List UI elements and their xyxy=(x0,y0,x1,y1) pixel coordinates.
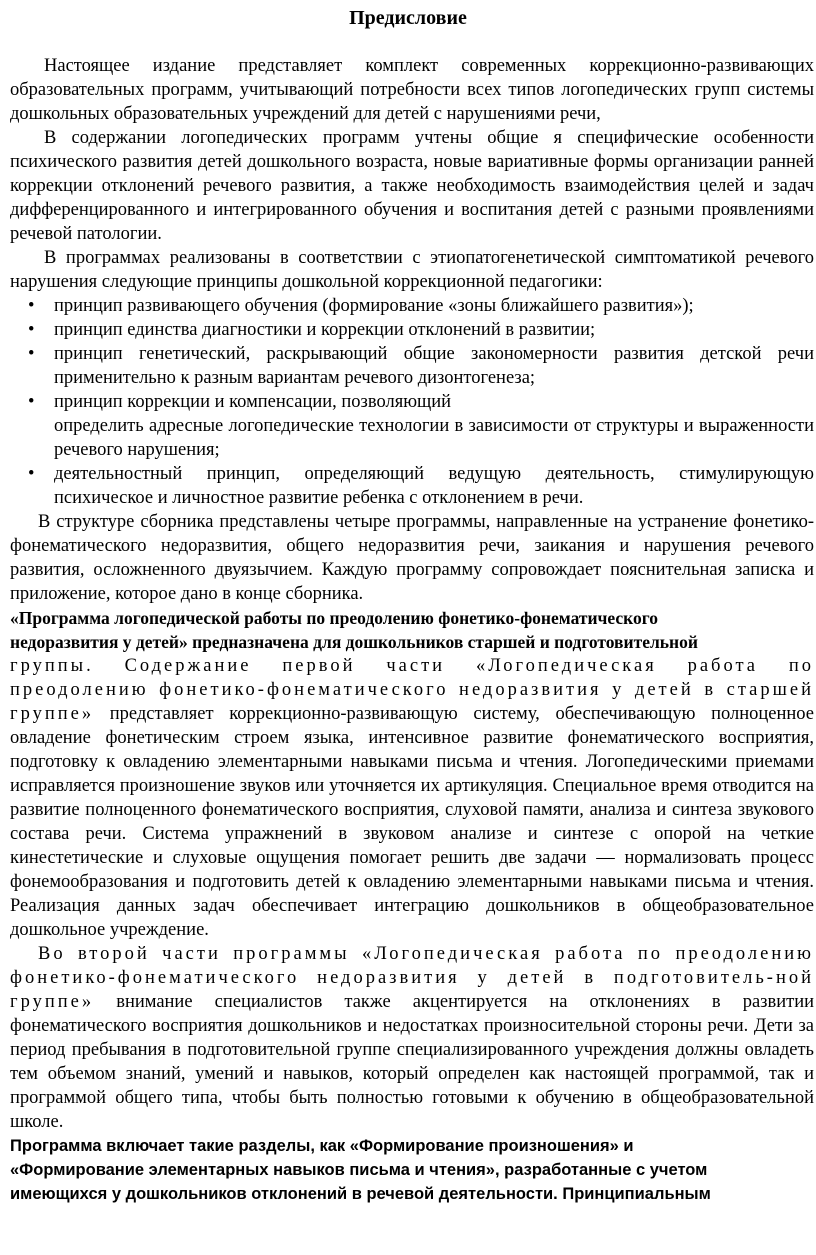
paragraph-program-description xyxy=(10,654,814,942)
paragraph-program-heading xyxy=(10,606,814,654)
paragraph-principles-intro: В программах реализованы в соответствии с этиопатогенетической симптоматикой речевого нарушения следующие принципы дошкольной коррекционной педагогики: xyxy=(10,248,814,292)
list-item-text: принцип развивающего обучения (формирование «зоны ближайшего развития»); xyxy=(54,296,694,316)
program-title-bold: «Программа логопедической работы по преодолению фонетико-фонематического недоразвития у детей» предназначена для дошкольников старшей и подготовительной xyxy=(10,608,698,652)
list-item-text: принцип единства диагностики и коррекции отклонений в развитии; xyxy=(54,320,596,340)
program-part-two-title: Во второй части программы «Логопедическая работа по преодолению фонетико-фонематического недоразвития у детей в подготовитель-ной группе» xyxy=(10,944,814,1012)
list-item xyxy=(10,342,814,390)
paragraph-content: В содержании логопедических программ учтены общие я специфические особенности психического развития детей дошкольного возраста, новые вариативные формы организации ранней коррекции отклонений речевого развития, а также необходимость взаимодействия целей и задач дифференцированного и интегрированного обучения и воспитания детей с разными проявлениями речевой патологии. xyxy=(10,128,814,244)
list-item xyxy=(10,462,814,510)
document-body xyxy=(10,54,814,1206)
list-item-text: деятельностный принцип, определяющий ведущую деятельность, стимулирующую психическое и личностное развитие ребенка с отклонением в речи. xyxy=(54,464,814,508)
bullet-icon: • xyxy=(28,320,35,340)
paragraph-sections: Программа включает такие разделы, как «Формирование произношения» и «Формирование элементарных навыков письма и чтения», разработанные с учетом имеющихся у дошкольников отклонений в речевой деятельности. Принципиальным xyxy=(10,1137,711,1203)
list-item xyxy=(10,390,814,462)
bullet-icon: • xyxy=(28,392,35,412)
bullet-icon: • xyxy=(28,296,35,316)
program-part-one-text: представляет коррекционно-развивающую систему, обеспечивающую полноценное овладение фонетическим строем языка, интенсивное развитие фонематического восприятия, подготовку к овладению элементарными навыками письма и чтения. Логопедическими приемами исправляется произношение звуков или уточняется их артикуляция. Специальное время отводится на развитие полноценного фонематического восприятия, слуховой памяти, анализа и синтеза звукового состава речи. Система упражнений в звуковом анализе и синтезе с опорой на четкие кинестетические и слуховые ощущения помогает решить две задачи — нормализовать процесс фонемообразования и подготовить детей к овладению элементарными навыками письма и чтения. Реализация данных задач обеспечивает интеграцию дошкольников в общеобразовательное дошкольное учреждение. xyxy=(10,704,814,940)
bullet-icon: • xyxy=(28,344,35,364)
paragraph-structure: В структуре сборника представлены четыре программы, направленные на устранение фонетико-фонематического недоразвития, общего недоразвития речи, заикания и нарушения речевого развития, осложненного двуязычием. Каждую программу сопровождает пояснительная записка и приложение, которое дано в конце сборника. xyxy=(10,512,814,604)
list-item-text: принцип генетический, раскрывающий общие закономерности развития детской речи применительно к разным вариантам речевого дизонтогенеза; xyxy=(54,344,814,388)
list-item xyxy=(10,294,814,318)
list-item-text: принцип коррекции и компенсации, позволяющий определить адресные логопедические технологии в зависимости от структуры и выраженности речевого нарушения; xyxy=(54,392,814,460)
paragraph-second-part xyxy=(10,942,814,1134)
bullet-icon: • xyxy=(28,464,35,484)
program-part-one-title: группы. Содержание первой части «Логопедическая работа по преодолению фонетико-фонематического недоразвития у детей в старшей группе» xyxy=(10,656,814,724)
document-title: Предисловие xyxy=(349,7,467,29)
program-part-two-text: внимание специалистов также акцентируется на отклонениях в развитии фонематического восприятия дошкольников и недостатках произносительной стороны речи. Дети за период пребывания в подготовительной группе специализированного учреждения должны овладеть тем объемом знаний, умений и навыков, который определен как настоящей программой, так и программой общего типа, чтобы быть полностью готовыми к обучению в общеобразовательной школе. xyxy=(10,992,814,1132)
list-item xyxy=(10,318,814,342)
paragraph-intro: Настоящее издание представляет комплект современных коррекционно-развивающих образовательных программ, учитывающий потребности всех типов логопедических групп системы дошкольных образовательных учреждений для детей с нарушениями речи, xyxy=(10,56,814,124)
principles-list xyxy=(10,294,814,510)
